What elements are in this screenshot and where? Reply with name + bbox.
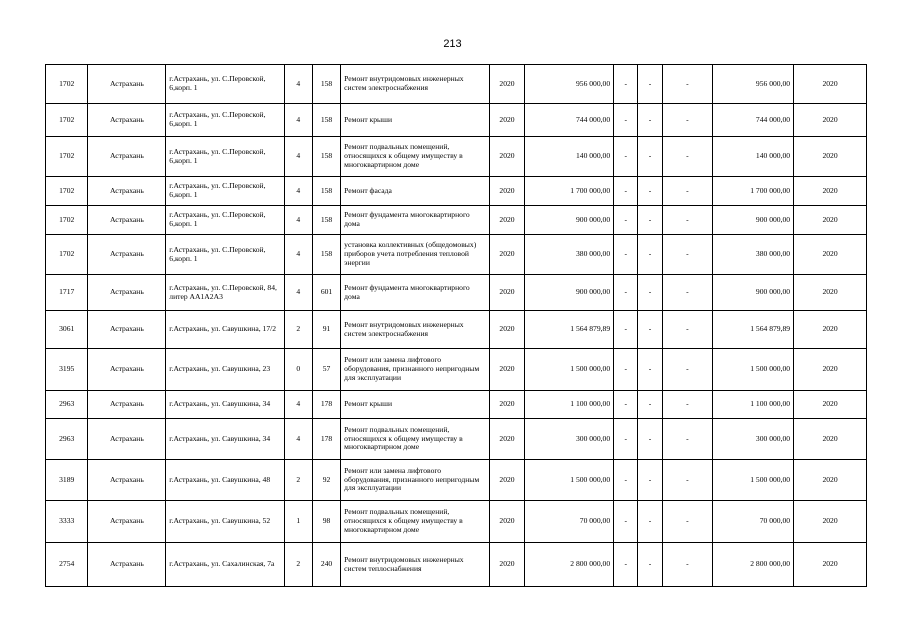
row-dash-2: - bbox=[638, 543, 662, 587]
row-code: 3061 bbox=[46, 311, 88, 349]
row-completion-year: 2020 bbox=[794, 65, 867, 104]
row-dash-1: - bbox=[614, 543, 638, 587]
row-work-type: Ремонт фундамента многоквартирного дома bbox=[341, 275, 490, 311]
row-address: г.Астрахань, ул. Савушкина, 17/2 bbox=[166, 311, 284, 349]
row-dash-3: - bbox=[662, 349, 713, 391]
row-work-type: Ремонт подвальных помещений, относящихся к общему имуществу в многоквартирном доме bbox=[341, 501, 490, 543]
row-total: 140 000,00 bbox=[713, 137, 794, 177]
row-code: 1702 bbox=[46, 177, 88, 206]
table-row bbox=[46, 460, 867, 501]
row-cost: 2 800 000,00 bbox=[525, 543, 614, 587]
row-floors: 0 bbox=[284, 349, 312, 391]
row-address: г.Астрахань, ул. Савушкина, 48 bbox=[166, 460, 284, 501]
row-city: Астрахань bbox=[88, 65, 166, 104]
row-year: 2020 bbox=[489, 235, 524, 275]
row-total: 300 000,00 bbox=[713, 419, 794, 460]
row-year: 2020 bbox=[489, 311, 524, 349]
row-dash-1: - bbox=[614, 104, 638, 137]
row-code: 2963 bbox=[46, 391, 88, 419]
row-dash-1: - bbox=[614, 311, 638, 349]
row-floors: 4 bbox=[284, 137, 312, 177]
row-dash-1: - bbox=[614, 137, 638, 177]
row-city: Астрахань bbox=[88, 206, 166, 235]
table-row bbox=[46, 391, 867, 419]
row-floors: 4 bbox=[284, 419, 312, 460]
row-dash-1: - bbox=[614, 177, 638, 206]
row-total: 380 000,00 bbox=[713, 235, 794, 275]
row-city: Астрахань bbox=[88, 311, 166, 349]
row-area: 240 bbox=[312, 543, 340, 587]
row-work-type: Ремонт крыши bbox=[341, 104, 490, 137]
row-cost: 300 000,00 bbox=[525, 419, 614, 460]
row-code: 2963 bbox=[46, 419, 88, 460]
table-row bbox=[46, 543, 867, 587]
row-floors: 1 bbox=[284, 501, 312, 543]
row-completion-year: 2020 bbox=[794, 104, 867, 137]
row-code: 1702 bbox=[46, 235, 88, 275]
row-cost: 1 564 879,89 bbox=[525, 311, 614, 349]
table-row bbox=[46, 177, 867, 206]
table-row bbox=[46, 501, 867, 543]
row-total: 900 000,00 bbox=[713, 275, 794, 311]
row-dash-3: - bbox=[662, 419, 713, 460]
row-completion-year: 2020 bbox=[794, 460, 867, 501]
row-work-type: Ремонт внутридомовых инженерных систем электроснабжения bbox=[341, 311, 490, 349]
row-year: 2020 bbox=[489, 419, 524, 460]
row-dash-3: - bbox=[662, 104, 713, 137]
table-row bbox=[46, 137, 867, 177]
row-cost: 744 000,00 bbox=[525, 104, 614, 137]
row-address: г.Астрахань, ул. Савушкина, 34 bbox=[166, 391, 284, 419]
table-row bbox=[46, 419, 867, 460]
row-floors: 2 bbox=[284, 543, 312, 587]
row-floors: 4 bbox=[284, 65, 312, 104]
repair-register-table bbox=[45, 64, 867, 587]
row-total: 1 500 000,00 bbox=[713, 460, 794, 501]
row-total: 744 000,00 bbox=[713, 104, 794, 137]
row-dash-3: - bbox=[662, 543, 713, 587]
row-dash-1: - bbox=[614, 460, 638, 501]
row-work-type: Ремонт подвальных помещений, относящихся к общему имуществу в многоквартирном доме bbox=[341, 137, 490, 177]
row-city: Астрахань bbox=[88, 460, 166, 501]
row-address: г.Астрахань, ул. С.Перовской, 6,корп. 1 bbox=[166, 177, 284, 206]
row-area: 158 bbox=[312, 206, 340, 235]
row-dash-2: - bbox=[638, 235, 662, 275]
row-total: 1 100 000,00 bbox=[713, 391, 794, 419]
row-dash-1: - bbox=[614, 501, 638, 543]
row-total: 1 564 879,89 bbox=[713, 311, 794, 349]
row-year: 2020 bbox=[489, 65, 524, 104]
row-work-type: Ремонт внутридомовых инженерных систем теплоснабжения bbox=[341, 543, 490, 587]
row-cost: 70 000,00 bbox=[525, 501, 614, 543]
row-city: Астрахань bbox=[88, 349, 166, 391]
row-cost: 900 000,00 bbox=[525, 275, 614, 311]
row-work-type: Ремонт внутридомовых инженерных систем электроснабжения bbox=[341, 65, 490, 104]
row-address: г.Астрахань, ул. С.Перовской, 6,корп. 1 bbox=[166, 206, 284, 235]
row-dash-2: - bbox=[638, 349, 662, 391]
row-floors: 2 bbox=[284, 311, 312, 349]
row-cost: 900 000,00 bbox=[525, 206, 614, 235]
row-floors: 4 bbox=[284, 391, 312, 419]
row-dash-3: - bbox=[662, 235, 713, 275]
row-city: Астрахань bbox=[88, 501, 166, 543]
table-row bbox=[46, 104, 867, 137]
row-work-type: установка коллективных (общедомовых) приборов учета потребления тепловой энергии bbox=[341, 235, 490, 275]
row-completion-year: 2020 bbox=[794, 311, 867, 349]
row-code: 1702 bbox=[46, 137, 88, 177]
row-address: г.Астрахань, ул. Сахалинская, 7а bbox=[166, 543, 284, 587]
row-dash-2: - bbox=[638, 104, 662, 137]
row-work-type: Ремонт крыши bbox=[341, 391, 490, 419]
page-number: 213 bbox=[443, 38, 462, 50]
row-floors: 4 bbox=[284, 275, 312, 311]
row-area: 158 bbox=[312, 235, 340, 275]
row-area: 158 bbox=[312, 65, 340, 104]
row-address: г.Астрахань, ул. Савушкина, 34 bbox=[166, 419, 284, 460]
row-dash-1: - bbox=[614, 275, 638, 311]
row-completion-year: 2020 bbox=[794, 137, 867, 177]
row-dash-3: - bbox=[662, 311, 713, 349]
row-dash-1: - bbox=[614, 419, 638, 460]
table-row bbox=[46, 65, 867, 104]
row-year: 2020 bbox=[489, 543, 524, 587]
table-row bbox=[46, 235, 867, 275]
row-area: 92 bbox=[312, 460, 340, 501]
row-cost: 1 700 000,00 bbox=[525, 177, 614, 206]
row-area: 601 bbox=[312, 275, 340, 311]
row-total: 2 800 000,00 bbox=[713, 543, 794, 587]
row-address: г.Астрахань, ул. С.Перовской, 6,корп. 1 bbox=[166, 235, 284, 275]
row-dash-2: - bbox=[638, 311, 662, 349]
row-address: г.Астрахань, ул. С.Перовской, 6,корп. 1 bbox=[166, 137, 284, 177]
row-dash-3: - bbox=[662, 177, 713, 206]
row-address: г.Астрахань, ул. Савушкина, 52 bbox=[166, 501, 284, 543]
table-row bbox=[46, 311, 867, 349]
row-code: 1702 bbox=[46, 104, 88, 137]
row-code: 1717 bbox=[46, 275, 88, 311]
row-dash-3: - bbox=[662, 65, 713, 104]
row-dash-2: - bbox=[638, 419, 662, 460]
row-city: Астрахань bbox=[88, 391, 166, 419]
row-address: г.Астрахань, ул. Савушкина, 23 bbox=[166, 349, 284, 391]
row-dash-3: - bbox=[662, 137, 713, 177]
row-city: Астрахань bbox=[88, 419, 166, 460]
row-year: 2020 bbox=[489, 501, 524, 543]
row-work-type: Ремонт фундамента многоквартирного дома bbox=[341, 206, 490, 235]
row-total: 900 000,00 bbox=[713, 206, 794, 235]
row-completion-year: 2020 bbox=[794, 349, 867, 391]
row-address: г.Астрахань, ул. С.Перовской, 84, литер АА1А2А3 bbox=[166, 275, 284, 311]
row-floors: 2 bbox=[284, 460, 312, 501]
row-year: 2020 bbox=[489, 104, 524, 137]
row-dash-3: - bbox=[662, 275, 713, 311]
row-total: 1 500 000,00 bbox=[713, 349, 794, 391]
row-code: 1702 bbox=[46, 65, 88, 104]
row-code: 3189 bbox=[46, 460, 88, 501]
row-work-type: Ремонт или замена лифтового оборудования, признанного непригодным для эксплуатации bbox=[341, 460, 490, 501]
row-cost: 1 100 000,00 bbox=[525, 391, 614, 419]
row-completion-year: 2020 bbox=[794, 275, 867, 311]
row-dash-1: - bbox=[614, 349, 638, 391]
row-dash-1: - bbox=[614, 391, 638, 419]
row-area: 57 bbox=[312, 349, 340, 391]
row-total: 1 700 000,00 bbox=[713, 177, 794, 206]
row-year: 2020 bbox=[489, 206, 524, 235]
row-completion-year: 2020 bbox=[794, 235, 867, 275]
row-dash-2: - bbox=[638, 206, 662, 235]
row-city: Астрахань bbox=[88, 104, 166, 137]
row-completion-year: 2020 bbox=[794, 419, 867, 460]
row-dash-3: - bbox=[662, 460, 713, 501]
row-year: 2020 bbox=[489, 275, 524, 311]
row-code: 3333 bbox=[46, 501, 88, 543]
row-dash-3: - bbox=[662, 391, 713, 419]
row-city: Астрахань bbox=[88, 543, 166, 587]
row-cost: 1 500 000,00 bbox=[525, 460, 614, 501]
row-dash-2: - bbox=[638, 460, 662, 501]
row-dash-2: - bbox=[638, 275, 662, 311]
row-code: 1702 bbox=[46, 206, 88, 235]
row-area: 91 bbox=[312, 311, 340, 349]
row-code: 3195 bbox=[46, 349, 88, 391]
row-completion-year: 2020 bbox=[794, 391, 867, 419]
row-cost: 140 000,00 bbox=[525, 137, 614, 177]
row-completion-year: 2020 bbox=[794, 206, 867, 235]
row-area: 178 bbox=[312, 391, 340, 419]
row-cost: 1 500 000,00 bbox=[525, 349, 614, 391]
row-year: 2020 bbox=[489, 137, 524, 177]
row-city: Астрахань bbox=[88, 275, 166, 311]
row-area: 98 bbox=[312, 501, 340, 543]
row-city: Астрахань bbox=[88, 137, 166, 177]
row-address: г.Астрахань, ул. С.Перовской, 6,корп. 1 bbox=[166, 104, 284, 137]
row-address: г.Астрахань, ул. С.Перовской, 6,корп. 1 bbox=[166, 65, 284, 104]
row-area: 178 bbox=[312, 419, 340, 460]
row-year: 2020 bbox=[489, 460, 524, 501]
row-work-type: Ремонт подвальных помещений, относящихся к общему имуществу в многоквартирном доме bbox=[341, 419, 490, 460]
table-row bbox=[46, 349, 867, 391]
row-year: 2020 bbox=[489, 177, 524, 206]
row-city: Астрахань bbox=[88, 177, 166, 206]
row-area: 158 bbox=[312, 137, 340, 177]
table-row bbox=[46, 275, 867, 311]
row-dash-2: - bbox=[638, 137, 662, 177]
row-cost: 956 000,00 bbox=[525, 65, 614, 104]
row-year: 2020 bbox=[489, 349, 524, 391]
row-completion-year: 2020 bbox=[794, 501, 867, 543]
row-work-type: Ремонт фасада bbox=[341, 177, 490, 206]
row-area: 158 bbox=[312, 104, 340, 137]
row-dash-2: - bbox=[638, 177, 662, 206]
row-work-type: Ремонт или замена лифтового оборудования, признанного непригодным для эксплуатации bbox=[341, 349, 490, 391]
row-area: 158 bbox=[312, 177, 340, 206]
row-dash-2: - bbox=[638, 391, 662, 419]
row-city: Астрахань bbox=[88, 235, 166, 275]
row-dash-1: - bbox=[614, 206, 638, 235]
row-floors: 4 bbox=[284, 235, 312, 275]
row-code: 2754 bbox=[46, 543, 88, 587]
row-dash-3: - bbox=[662, 206, 713, 235]
row-total: 70 000,00 bbox=[713, 501, 794, 543]
row-floors: 4 bbox=[284, 104, 312, 137]
row-total: 956 000,00 bbox=[713, 65, 794, 104]
row-dash-3: - bbox=[662, 501, 713, 543]
row-dash-2: - bbox=[638, 501, 662, 543]
row-floors: 4 bbox=[284, 177, 312, 206]
row-floors: 4 bbox=[284, 206, 312, 235]
row-dash-2: - bbox=[638, 65, 662, 104]
row-completion-year: 2020 bbox=[794, 543, 867, 587]
row-cost: 380 000,00 bbox=[525, 235, 614, 275]
row-completion-year: 2020 bbox=[794, 177, 867, 206]
row-year: 2020 bbox=[489, 391, 524, 419]
table-row bbox=[46, 206, 867, 235]
row-dash-1: - bbox=[614, 65, 638, 104]
row-dash-1: - bbox=[614, 235, 638, 275]
